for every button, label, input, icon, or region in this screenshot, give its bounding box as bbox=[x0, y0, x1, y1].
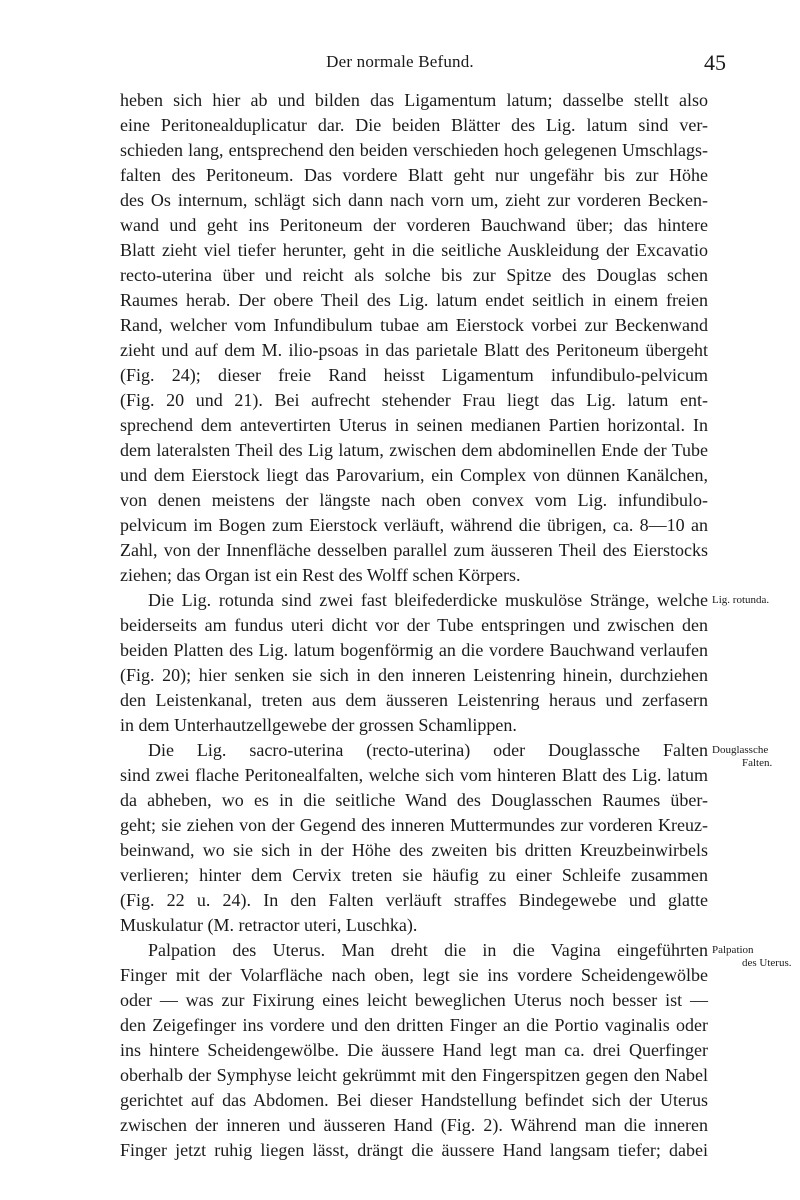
text-line: recto-uterina über und reicht als solche bis zur Spitze des Douglas schen bbox=[120, 265, 708, 285]
text-line: Finger jetzt ruhig liegen lässt, drängt die äussere Hand langsam tiefer; dabei bbox=[120, 1140, 708, 1160]
text-line: zieht und auf dem M. ilio-psoas in das parietale Blatt des Peritoneum übergeht bbox=[120, 340, 708, 360]
text-line: (Fig. 20 und 21). Bei aufrecht stehender Frau liegt das Lig. latum ent- bbox=[120, 390, 708, 410]
text-line: (Fig. 22 u. 24). In den Falten verläuft straffes Bindegewebe und glatte bbox=[120, 890, 708, 910]
text-line: falten des Peritoneum. Das vordere Blatt geht nur ungefähr bis zur Höhe bbox=[120, 165, 708, 185]
text-line: (Fig. 20); hier senken sie sich in den inneren Leistenring hinein, durchziehen bbox=[120, 665, 708, 685]
text-line: beiderseits am fundus uteri dicht vor der Tube entspringen und zwischen den bbox=[120, 615, 708, 635]
running-title: Der normale Befund. bbox=[326, 52, 474, 71]
text-line: Die Lig. rotunda sind zwei fast bleifederdicke muskulöse Stränge, welche bbox=[148, 590, 708, 610]
text-line: (Fig. 24); dieser freie Rand heisst Ligamentum infundibulo-pelvicum bbox=[120, 365, 708, 385]
text-line: dem lateralsten Theil des Lig latum, zwischen dem abdominellen Ende der Tube bbox=[120, 440, 708, 460]
text-line: Muskulatur (M. retractor uteri, Luschka). bbox=[120, 915, 418, 935]
margin-note-lig-rotunda bbox=[712, 594, 769, 607]
text-line: schieden lang, entsprechend den beiden verschieden hoch gelegenen Umschlags- bbox=[120, 140, 708, 160]
text-line: Die Lig. sacro-uterina (recto-uterina) oder Douglassche Falten bbox=[148, 740, 708, 760]
text-line: Rand, welcher vom Infundibulum tubae am Eierstock vorbei zur Beckenwand bbox=[120, 315, 708, 335]
text-line: den Zeigefinger ins vordere und den dritten Finger an die Portio vaginalis oder bbox=[120, 1015, 708, 1035]
text-line: gerichtet auf das Abdomen. Bei dieser Handstellung befindet sich der Uterus bbox=[120, 1090, 708, 1110]
text-line: eine Peritonealduplicatur dar. Die beiden Blätter des Lig. latum sind ver- bbox=[120, 115, 708, 135]
text-line: ziehen; das Organ ist ein Rest des Wolff schen Körpers. bbox=[120, 565, 521, 585]
text-line: Finger mit der Volarfläche nach oben, legt sie ins vordere Scheidengewölbe bbox=[120, 965, 708, 985]
text-line: verlieren; hinter dem Cervix treten sie häufig zu einer Schleife zusammen bbox=[120, 865, 708, 885]
margin-note-palpation bbox=[712, 944, 792, 970]
text-line: Zahl, von der Innenfläche desselben parallel zum äusseren Theil des Eierstocks bbox=[120, 540, 708, 560]
margin-note-line: Douglassche bbox=[712, 744, 769, 756]
text-line: den Leistenkanal, treten aus dem äusseren Leistenring heraus und zerfasern bbox=[120, 690, 708, 710]
margin-note-line: Palpation bbox=[712, 944, 754, 956]
margin-note-line: Falten. bbox=[742, 757, 773, 769]
text-line: zwischen der inneren und äusseren Hand (Fig. 2). Während man die inneren bbox=[120, 1115, 708, 1135]
margin-note-line: Lig. rotunda. bbox=[712, 594, 770, 606]
text-line: pelvicum im Bogen zum Eierstock verläuft, während die übrigen, ca. 8—10 an bbox=[120, 515, 708, 535]
margin-note-line: des Uterus. bbox=[742, 957, 792, 969]
text-line: wand und geht ins Peritoneum der vorderen Bauchwand über; das hintere bbox=[120, 215, 708, 235]
text-line: beinwand, wo sie sich in der Höhe des zweiten bis dritten Kreuzbeinwirbels bbox=[120, 840, 708, 860]
text-line: sprechend dem antevertirten Uterus in seinen medianen Partien horizontal. In bbox=[120, 415, 708, 435]
text-line: oder — was zur Fixirung eines leicht beweglichen Uterus noch besser ist — bbox=[120, 990, 708, 1010]
text-line: oberhalb der Symphyse leicht gekrümmt mit den Fingerspitzen gegen den Nabel bbox=[120, 1065, 708, 1085]
text-line: Blatt zieht viel tiefer herunter, geht in die seitliche Auskleidung der Excavatio bbox=[120, 240, 708, 260]
text-line: ins hintere Scheidengewölbe. Die äussere Hand legt man ca. drei Querfinger bbox=[120, 1040, 708, 1060]
page-header bbox=[0, 52, 800, 80]
text-line: Palpation des Uterus. Man dreht die in die Vagina eingeführten bbox=[148, 940, 708, 960]
body-text bbox=[120, 88, 708, 1163]
text-line: beiden Platten des Lig. latum bogenförmig an die vordere Bauchwand verlaufen bbox=[120, 640, 708, 660]
text-line: heben sich hier ab und bilden das Ligamentum latum; dasselbe stellt also bbox=[120, 90, 708, 110]
text-line: und dem Eierstock liegt das Parovarium, ein Complex von dünnen Kanälchen, bbox=[120, 465, 708, 485]
text-line: in dem Unterhautzellgewebe der grossen Schamlippen. bbox=[120, 715, 517, 735]
text-line: da abheben, wo es in die seitliche Wand des Douglasschen Raumes über- bbox=[120, 790, 708, 810]
page-number: 45 bbox=[704, 50, 726, 75]
margin-note-douglassche-falten bbox=[712, 744, 772, 770]
text-line: sind zwei flache Peritonealfalten, welche sich vom hinteren Blatt des Lig. latum bbox=[120, 765, 708, 785]
text-line: Raumes herab. Der obere Theil des Lig. latum endet seitlich in einem freien bbox=[120, 290, 708, 310]
text-line: von denen meistens der längste nach oben convex vom Lig. infundibulo- bbox=[120, 490, 708, 510]
text-line: geht; sie ziehen von der Gegend des inneren Muttermundes zur vorderen Kreuz- bbox=[120, 815, 708, 835]
text-line: des Os internum, schlägt sich dann nach vorn um, zieht zur vorderen Becken- bbox=[120, 190, 708, 210]
